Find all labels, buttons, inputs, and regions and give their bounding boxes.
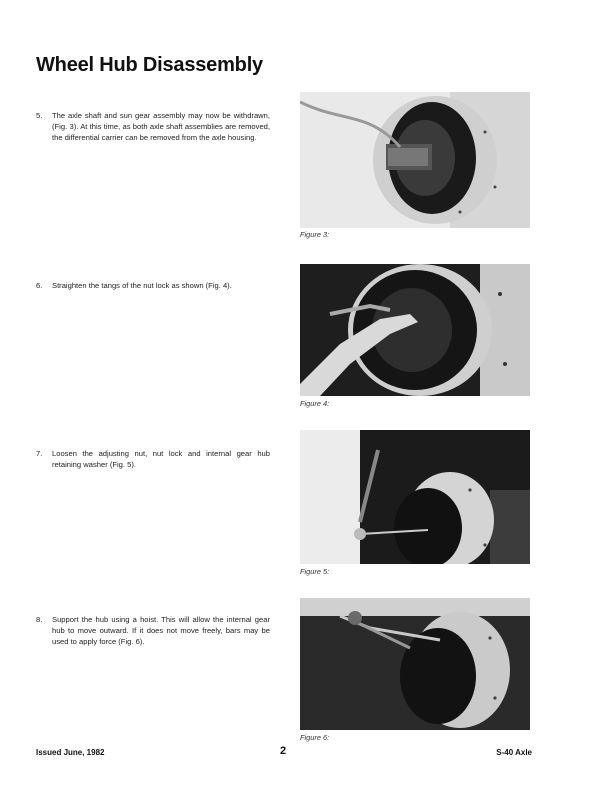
step-text: Straighten the tangs of the nut lock as shown (Fig. 4). (52, 281, 232, 290)
figure-4-photo (300, 264, 530, 396)
footer-document-title: S-40 Axle (496, 748, 532, 757)
figure-6-photo (300, 598, 530, 730)
figure-3-photo (300, 92, 530, 228)
step-text: The axle shaft and sun gear assembly may now be withdrawn, (Fig. 3). At this time, as both axle shaft assemblies are removed, the differential carrier can be removed from the axle housing. (52, 111, 270, 142)
figure-5-photo (300, 430, 530, 564)
step-8 (36, 614, 270, 647)
figure-3-caption: Figure 3: (300, 230, 330, 239)
step-number: 5. (36, 111, 43, 120)
footer-issued-date: Issued June, 1982 (36, 748, 105, 757)
page-title: Wheel Hub Disassembly (36, 54, 263, 76)
footer-page-number: 2 (280, 745, 287, 757)
step-number: 7. (36, 449, 43, 458)
step-text: Loosen the adjusting nut, nut lock and internal gear hub retaining washer (Fig. 5). (52, 449, 270, 469)
step-5 (36, 110, 270, 143)
step-number: 6. (36, 281, 43, 290)
step-7 (36, 448, 270, 470)
step-6 (36, 280, 270, 291)
step-number: 8. (36, 615, 43, 624)
figure-4-caption: Figure 4: (300, 399, 330, 408)
figure-5-caption: Figure 5: (300, 567, 330, 576)
step-text: Support the hub using a hoist. This will allow the internal gear hub to move outward. If it does not move freely, bars may be used to apply force (Fig. 6). (52, 615, 270, 646)
figure-6-caption: Figure 6: (300, 733, 330, 742)
